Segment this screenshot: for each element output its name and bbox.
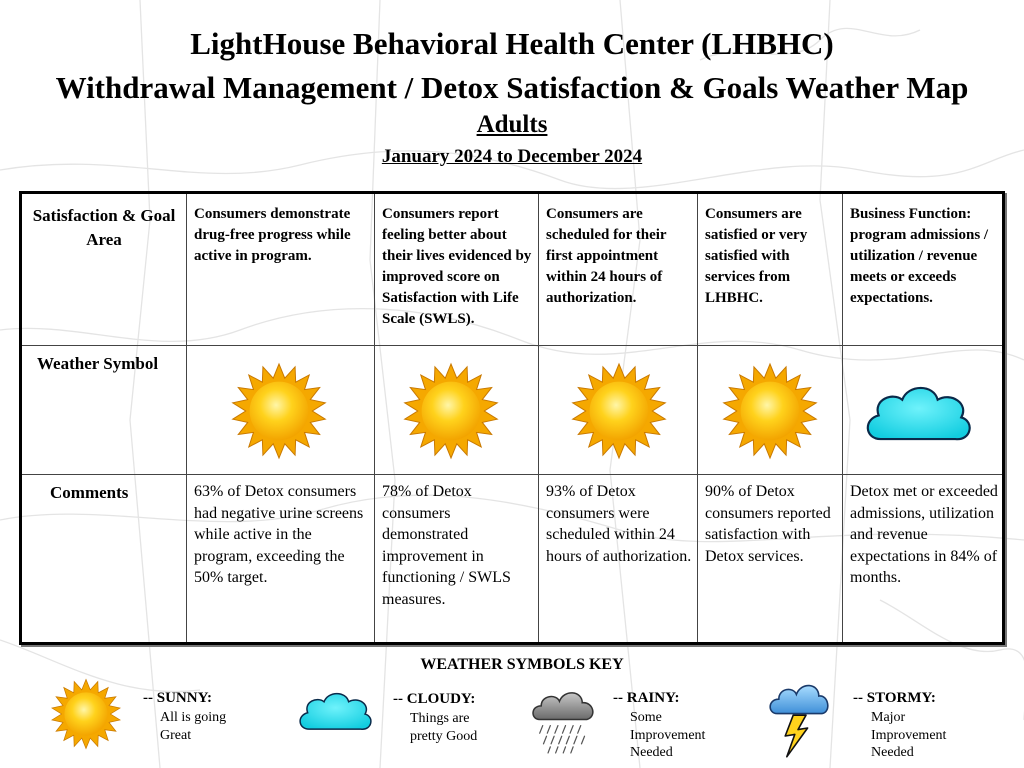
row-label-symbol: Weather Symbol [37,354,159,373]
key-stormy-label: -- STORMY: [853,690,936,706]
comment-swls: 78% of Detox consumers demonstrated improvement in functioning / SWLS measures. [382,483,511,608]
key-cloudy-desc: Things are pretty Good [410,711,478,744]
goal-header-scheduling: Consumers are scheduled for their first appointment within 24 hours of authorization. [546,206,667,306]
population-label: Adults [476,111,548,138]
comment-satisfaction: 90% of Detox consumers reported satisfaction with Detox services. [705,483,831,565]
sunny-icon [402,362,500,460]
key-cloudy-icon [294,684,376,738]
key-sunny-label: -- SUNNY: [143,690,213,706]
key-sunny-desc: All is going Great [160,710,227,743]
key-cloudy-label: -- CLOUDY: [393,691,476,707]
comment-scheduling: 93% of Detox consumers were scheduled within 24 hours of authorization. [546,483,692,565]
key-sunny-icon [50,678,122,750]
row-label-area: Satisfaction & Goal Area [32,206,176,249]
key-stormy-desc: Major Improvement Needed [871,710,947,760]
sunny-icon [230,362,328,460]
goal-header-business: Business Function: program admissions / utilization / revenue meets or exceeds expectations. [850,206,989,306]
key-stormy-icon [765,680,831,760]
weather-key-title: WEATHER SYMBOLS KEY [420,656,624,673]
sunny-icon [570,362,668,460]
period-label: January 2024 to December 2024 [381,146,643,167]
row-label-comments: Comments [50,483,129,502]
key-rainy-desc: Some Improvement Needed [630,710,706,760]
comment-business: Detox met or exceeded admissions, utilization and revenue expectations in 84% of months. [850,483,998,586]
goal-header-satisfaction: Consumers are satisfied or very satisfied with services from LHBHC. [705,206,808,306]
page-subtitle: Withdrawal Management / Detox Satisfaction & Goals Weather Map [55,70,969,105]
goal-header-swls: Consumers report feeling better about their lives evidenced by improved score on Satisfaction with Life Scale (SWLS). [382,206,532,327]
cloudy-icon [859,376,977,450]
page-title: LightHouse Behavioral Health Center (LHBHC) [190,26,834,61]
comment-drug-free: 63% of Detox consumers had negative urine screens while active in the program, exceeding the 50% target. [194,483,364,586]
goal-header-drug-free: Consumers demonstrate drug-free progress while active in program. [194,206,351,264]
weather-map-table [19,191,1005,645]
key-rainy-label: -- RAINY: [613,690,680,706]
key-rainy-icon [525,680,603,756]
sunny-icon [721,362,819,460]
